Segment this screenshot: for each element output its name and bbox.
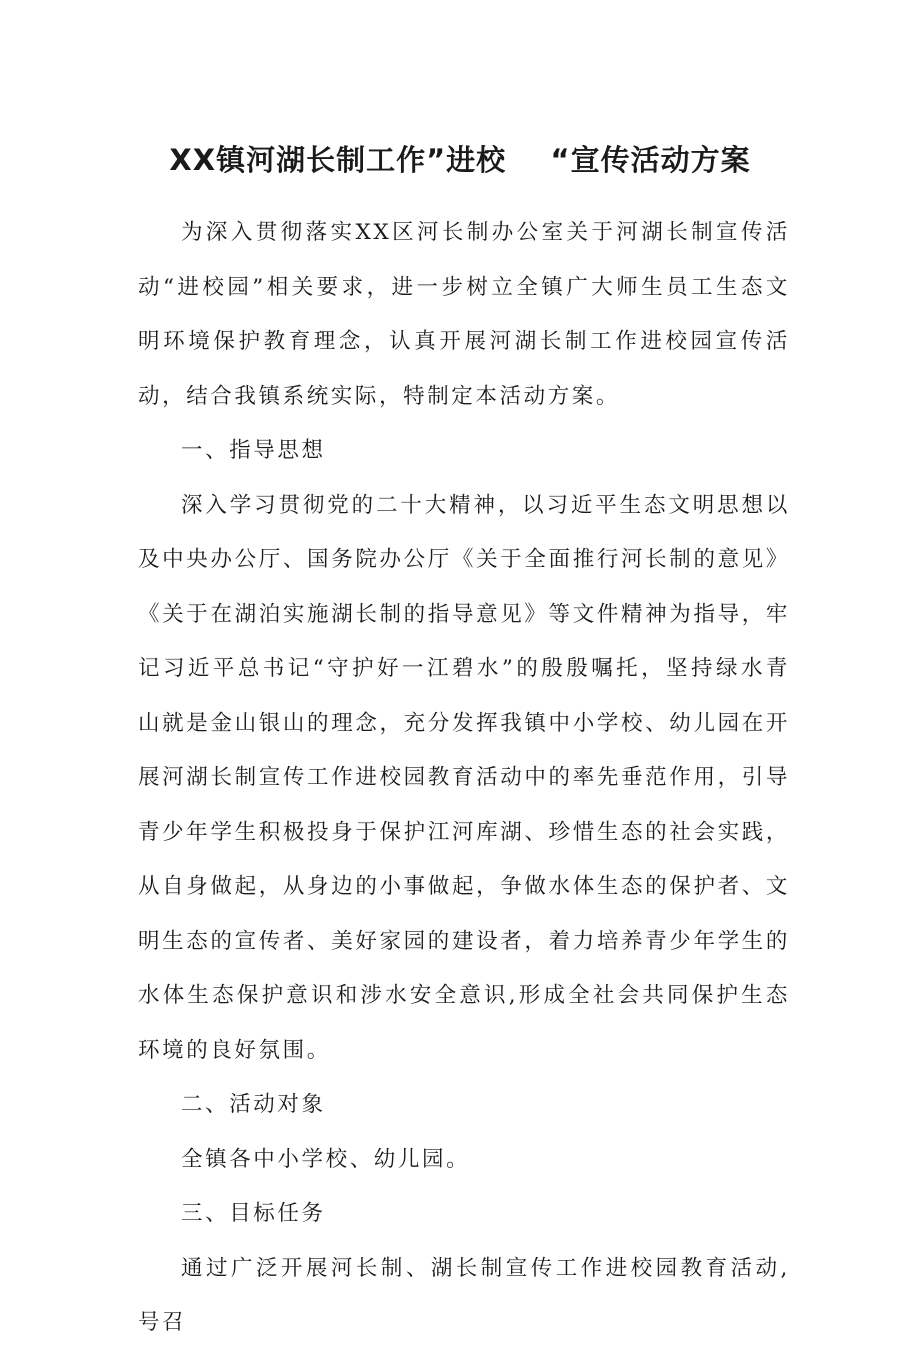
document-body (138, 206, 790, 1351)
activity-target-paragraph: 全镇各中小学校、幼儿园。 (181, 1146, 471, 1172)
intro-paragraph: 为深入贯彻落实XX区河长制办公室关于河湖长制宣传活动“进校园”相关要求，进一步树立全镇广大师生员工生态文明环境保护教育理念，认真开展河湖长制工作进校园宣传活动，结合我镇系统实际，特制定本活动方案。 (138, 220, 790, 409)
document-title: XX镇河湖长制工作”进校 “宣传活动方案 (169, 143, 751, 177)
section-heading-objectives: 三、目标任务 (181, 1201, 326, 1226)
guiding-ideology-paragraph: 深入学习贯彻党的二十大精神，以习近平生态文明思想以及中央办公厅、国务院办公厅《关于全面推行河长制的意见》《关于在湖泊实施湖长制的指导意见》等文件精神为指导，牢记习近平总书记“守护好一江碧水”的殷殷嘱托，坚持绿水青山就是金山银山的理念，充分发挥我镇中小学校、幼儿园在开展河湖长制宣传工作进校园教育活动中的率先垂范作用，引导青少年学生积极投身于保护江河库湖、珍惜生态的社会实践，从自身做起，从身边的小事做起，争做水体生态的保护者、文明生态的宣传者、美好家园的建设者，着力培养青少年学生的水体生态保护意识和涉水安全意识,形成全社会共同保护生态环境的良好氛围。 (138, 492, 790, 1063)
section-heading-guiding-ideology: 一、指导思想 (181, 438, 326, 463)
objectives-paragraph: 通过广泛开展河长制、湖长制宣传工作进校园教育活动,号召 (138, 1255, 790, 1335)
section-heading-activity-target: 二、活动对象 (181, 1092, 326, 1117)
